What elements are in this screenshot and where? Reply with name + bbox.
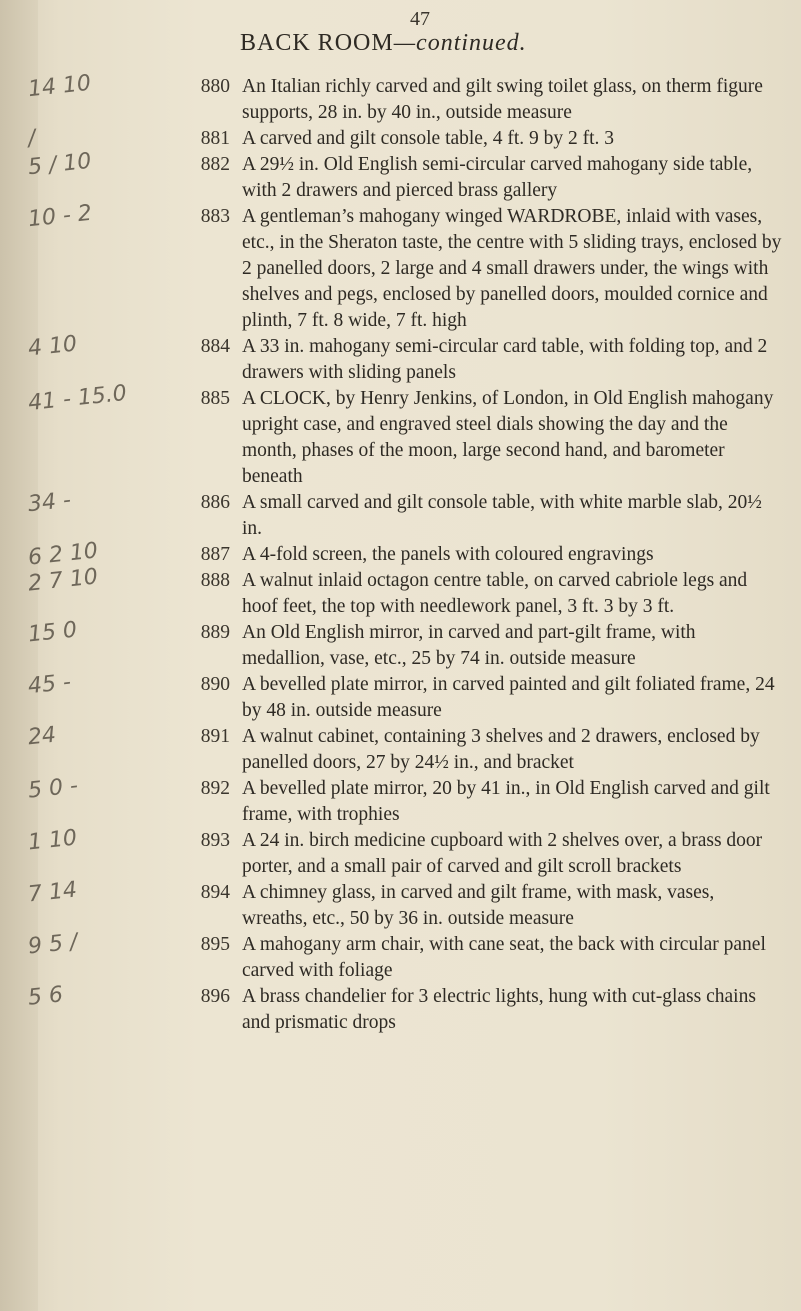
- lot-number: 889: [200, 622, 230, 643]
- lot-item: [0, 148, 801, 204]
- handwritten-price-annotation: 7 14: [26, 877, 79, 908]
- lot-description: A CLOCK, by Henry Jenkins, of London, in Old English mahogany upright case, and engraved steel dials showing the day and the month, phases of the moon, large second hand, and barometer beneath: [242, 388, 774, 487]
- handwritten-price-annotation: 1 10: [26, 825, 79, 856]
- handwritten-price-annotation: 2 7 10: [26, 564, 100, 597]
- handwritten-price-annotation: 5 6: [26, 982, 65, 1011]
- lot-number: 884: [200, 336, 230, 357]
- lot-number: 894: [200, 882, 230, 903]
- lot-item: [0, 617, 801, 672]
- lot-item: [0, 773, 801, 828]
- lot-number: 883: [200, 206, 230, 227]
- lot-item: [0, 724, 801, 776]
- lot-item: [0, 380, 801, 490]
- lot-description: A mahogany arm chair, with cane seat, the back with circular panel carved with foliage: [242, 934, 766, 981]
- handwritten-price-annotation: 41 - 15.0: [26, 380, 128, 417]
- lot-number: 888: [200, 570, 230, 591]
- handwritten-price-annotation: 24: [26, 722, 58, 751]
- lot-description: An Italian richly carved and gilt swing toilet glass, on therm figure supports, 28 in. by 40 in., outside measure: [242, 76, 763, 123]
- lot-description: A 29½ in. Old English semi-circular carved mahogany side table, with 2 drawers and pierced brass gallery: [242, 154, 753, 201]
- lot-description: A bevelled plate mirror, 20 by 41 in., in Old English carved and gilt frame, with trophies: [242, 778, 770, 825]
- lot-number: 896: [200, 986, 230, 1007]
- lot-item: [0, 538, 801, 571]
- handwritten-price-annotation: 5 0 -: [26, 773, 80, 804]
- lot-number: 881: [200, 128, 230, 149]
- handwritten-price-annotation: 34 -: [26, 487, 73, 518]
- lot-item: [0, 487, 801, 542]
- lot-number: 887: [200, 544, 230, 565]
- lot-description: A chimney glass, in carved and gilt frame, with mask, vases, wreaths, etc., 50 by 36 in. outside measure: [242, 882, 715, 929]
- lot-description: A 33 in. mahogany semi-circular card table, with folding top, and 2 drawers with sliding panels: [242, 336, 768, 383]
- handwritten-price-annotation: 9 5 /: [26, 929, 79, 960]
- lot-item: [0, 984, 801, 1036]
- lot-description: A 24 in. birch medicine cupboard with 2 shelves over, a brass door porter, and a small pair of carved and gilt scroll brackets: [242, 830, 763, 877]
- handwritten-price-annotation: 10 - 2: [26, 200, 94, 233]
- lot-number: 880: [200, 76, 230, 97]
- lot-description: A walnut cabinet, containing 3 shelves and 2 drawers, enclosed by panelled doors, 27 by 24½ in., and bracket: [242, 726, 760, 773]
- lot-item: [0, 825, 801, 880]
- lot-description: A small carved and gilt console table, with white marble slab, 20½ in.: [242, 492, 762, 539]
- lot-number: 895: [200, 934, 230, 955]
- lot-description: A brass chandelier for 3 electric lights, hung with cut-glass chains and prismatic drops: [242, 986, 756, 1033]
- lot-description: An Old English mirror, in carved and part-gilt frame, with medallion, vase, etc., 25 by 74 in. outside measure: [242, 622, 696, 669]
- lot-item: [0, 929, 801, 984]
- heading-main: BACK ROOM: [240, 30, 394, 56]
- handwritten-price-annotation: 6 2 10: [26, 538, 100, 571]
- lot-description: A 4-fold screen, the panels with coloured engravings: [242, 544, 654, 565]
- lot-item: [0, 126, 801, 152]
- lot-item: [0, 877, 801, 932]
- handwritten-price-annotation: 15 0: [26, 617, 79, 648]
- handwritten-price-annotation: 45 -: [26, 669, 73, 700]
- lot-description: A walnut inlaid octagon centre table, on carved cabriole legs and hoof feet, the top with needlework panel, 3 ft. 3 by 3 ft.: [242, 570, 748, 617]
- handwritten-price-annotation: 5 / 10: [26, 148, 93, 181]
- lot-item: [0, 564, 801, 620]
- heading-continued: —continued.: [393, 30, 527, 56]
- handwritten-price-annotation: 14 10: [26, 70, 93, 103]
- lot-item: [0, 200, 801, 334]
- lot-number: 882: [200, 154, 230, 175]
- page-number: 47: [410, 8, 430, 30]
- lot-description: A bevelled plate mirror, in carved painted and gilt foliated frame, 24 by 48 in. outside measure: [242, 674, 775, 721]
- lot-item: [0, 331, 801, 386]
- lot-description: A carved and gilt console table, 4 ft. 9 by 2 ft. 3: [242, 128, 615, 149]
- lot-description: A gentleman’s mahogany winged WARDROBE, inlaid with vases, etc., in the Sheraton taste, the centre with 5 sliding trays, enclosed by 2 panelled doors, 2 large and 4 small drawers under, the wings with shelves and pegs, enclosed by panelled doors, moulded cornice and plinth, 7 ft. 8 wide, 7 ft. high: [242, 206, 782, 331]
- lot-number: 892: [200, 778, 230, 799]
- lot-list: [0, 70, 801, 1036]
- lot-number: 885: [200, 388, 230, 409]
- lot-number: 890: [200, 674, 230, 695]
- section-heading: [240, 30, 527, 57]
- handwritten-price-annotation: 4 10: [26, 331, 79, 362]
- handwritten-price-annotation: /: [26, 125, 37, 152]
- lot-number: 893: [200, 830, 230, 851]
- lot-number: 891: [200, 726, 230, 747]
- lot-number: 886: [200, 492, 230, 513]
- lot-item: [0, 669, 801, 724]
- lot-item: [0, 70, 801, 126]
